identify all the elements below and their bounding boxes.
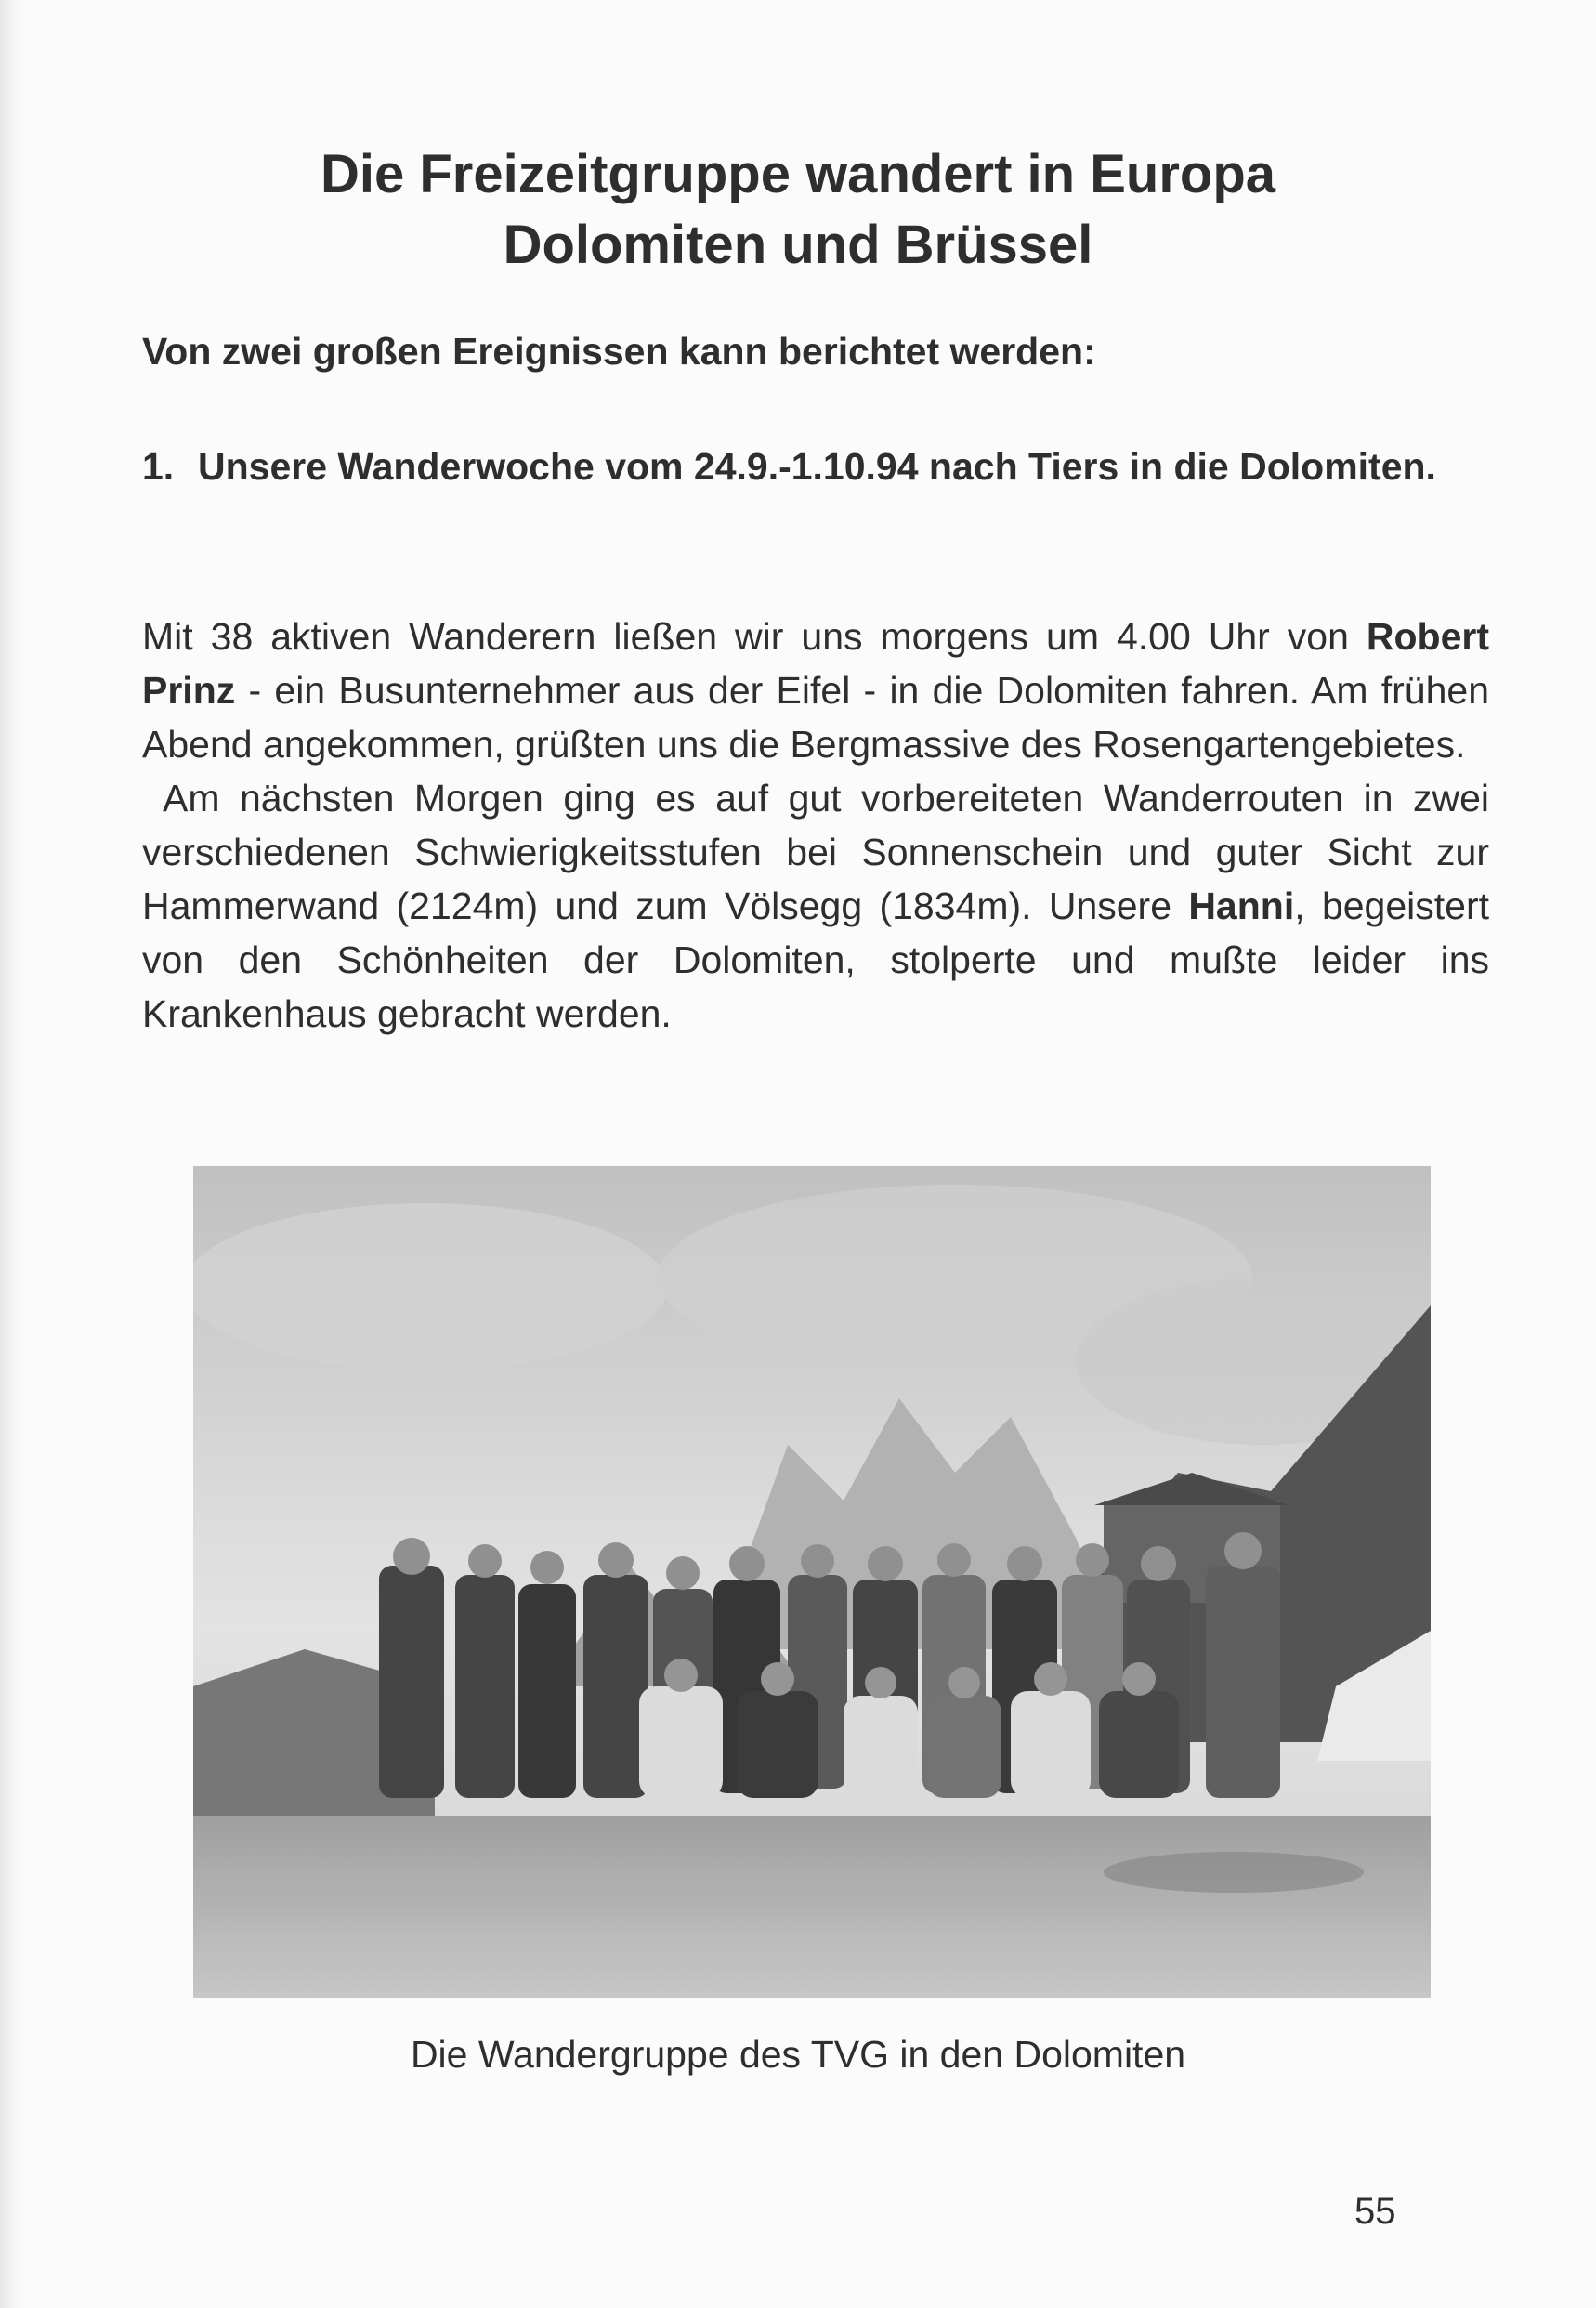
paragraph-2-part-1: Am nächsten Morgen ging es auf gut vorbereiteten Wanderrouten in zwei verschiedenen Schwierigkeitsstufen bei Sonnenschein und guter Sicht zur Hammerwand (2124m) und zum Völsegg (1834m). Unsere [142, 777, 1489, 927]
page-number: 55 [1354, 2191, 1396, 2232]
paragraph-2-part-2: , begeistert von den Schönheiten der Dolomiten, stolperte und mußte leider ins Krankenhaus gebracht werden. [142, 885, 1489, 1035]
group-photo-icon [193, 1166, 1431, 1998]
paragraph-2 [142, 771, 1489, 1041]
page-edge-shadow [0, 0, 24, 2308]
paragraph-1-bold-name: Robert Prinz [142, 615, 1489, 712]
heading-number: 1. [142, 445, 175, 488]
paragraph-2-bold-name: Hanni [1188, 885, 1295, 927]
paragraph-1-part-2: - ein Busunternehmer aus der Eifel - in die Dolomiten fahren. Am frühen Abend angekommen, grüßten uns die Bergmassive des Rosengartengebietes. [142, 669, 1489, 766]
title-line-2: Dolomiten und Brüssel [503, 215, 1093, 275]
section-intro-heading: Von zwei großen Ereignissen kann berichtet werden: [142, 330, 1096, 373]
paragraph-1 [142, 610, 1489, 771]
numbered-heading-1 [142, 441, 1489, 492]
paragraph-1-part-1: Mit 38 aktiven Wanderern ließen wir uns morgens um 4.00 Uhr von [142, 615, 1367, 658]
page-title [0, 139, 1596, 281]
group-photo [193, 1166, 1431, 1998]
body-text [142, 610, 1489, 1041]
heading-text: Unsere Wanderwoche vom 24.9.-1.10.94 nach Tiers in die Dolomiten. [198, 445, 1436, 488]
title-line-1: Die Freizeitgruppe wandert in Europa [320, 144, 1276, 204]
photo-caption: Die Wandergruppe des TVG in den Dolomiten [410, 2033, 1186, 2076]
